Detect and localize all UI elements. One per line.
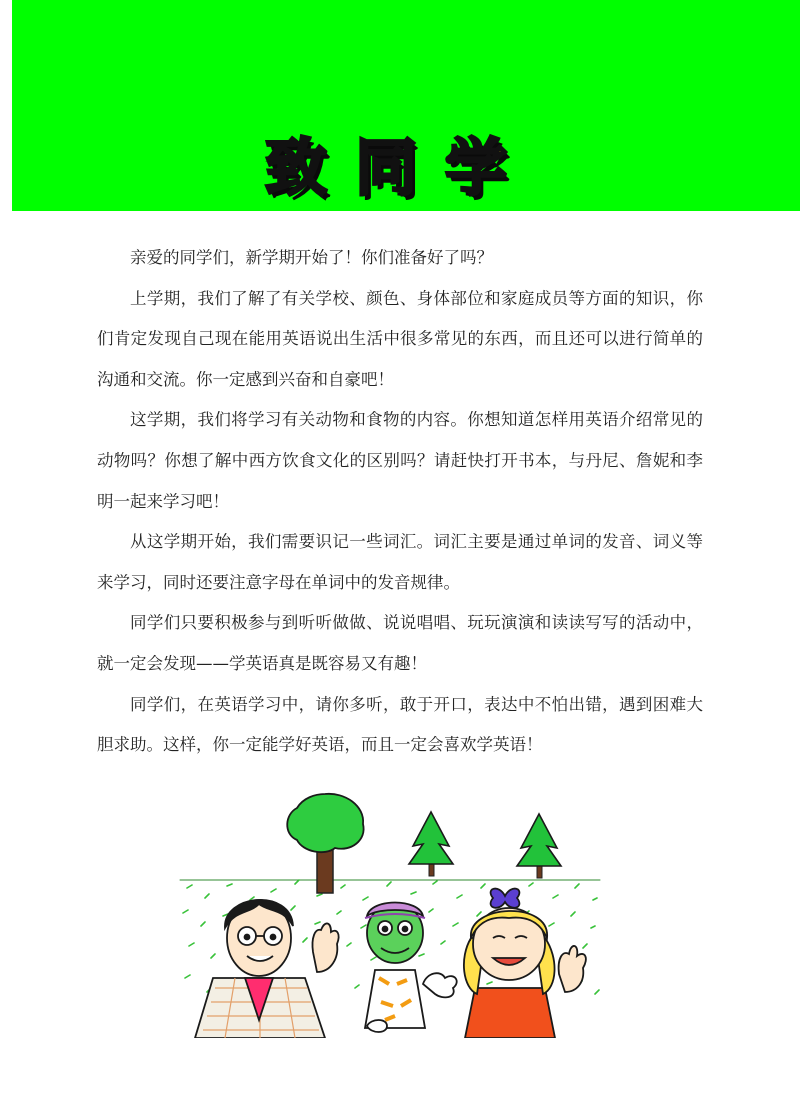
pine-tree-icon bbox=[409, 812, 453, 876]
paragraph: 从这学期开始，我们需要识记一些词汇。词汇主要是通过单词的发音、词义等来学习，同时还要注意字母在单词中的发音规律。 bbox=[97, 532, 703, 592]
boy-with-glasses bbox=[195, 900, 339, 1038]
tree-icon bbox=[287, 794, 363, 893]
blonde-girl bbox=[464, 889, 586, 1038]
paragraph: 这学期，我们将学习有关动物和食物的内容。你想知道怎样用英语介绍常见的动物吗？你想了解中西方饮食文化的区别吗？请赶快打开书本，与丹尼、詹妮和李明一起来学习吧！ bbox=[97, 410, 703, 511]
illustration bbox=[175, 788, 605, 1038]
paragraph: 上学期，我们了解了有关学校、颜色、身体部位和家庭成员等方面的知识，你们肯定发现自己现在能用英语说出生活中很多常见的东西，而且还可以进行简单的沟通和交流。你一定感到兴奋和自豪吧！ bbox=[97, 288, 703, 389]
green-dinosaur bbox=[365, 903, 457, 1033]
letter-body bbox=[97, 238, 703, 766]
paragraph: 亲爱的同学们，新学期开始了！你们准备好了吗？ bbox=[130, 248, 493, 267]
paragraph: 同学们只要积极参与到听听做做、说说唱唱、玩玩演演和读读写写的活动中，就一定会发现——学英语真是既容易又有趣！ bbox=[97, 613, 703, 673]
page-title: 致同学 bbox=[264, 131, 535, 204]
pine-tree-icon bbox=[517, 814, 561, 878]
paragraph: 同学们，在英语学习中，请你多听，敢于开口，表达中不怕出错，遇到困难大胆求助。这样，你一定能学好英语，而且一定会喜欢学英语！ bbox=[97, 694, 703, 755]
